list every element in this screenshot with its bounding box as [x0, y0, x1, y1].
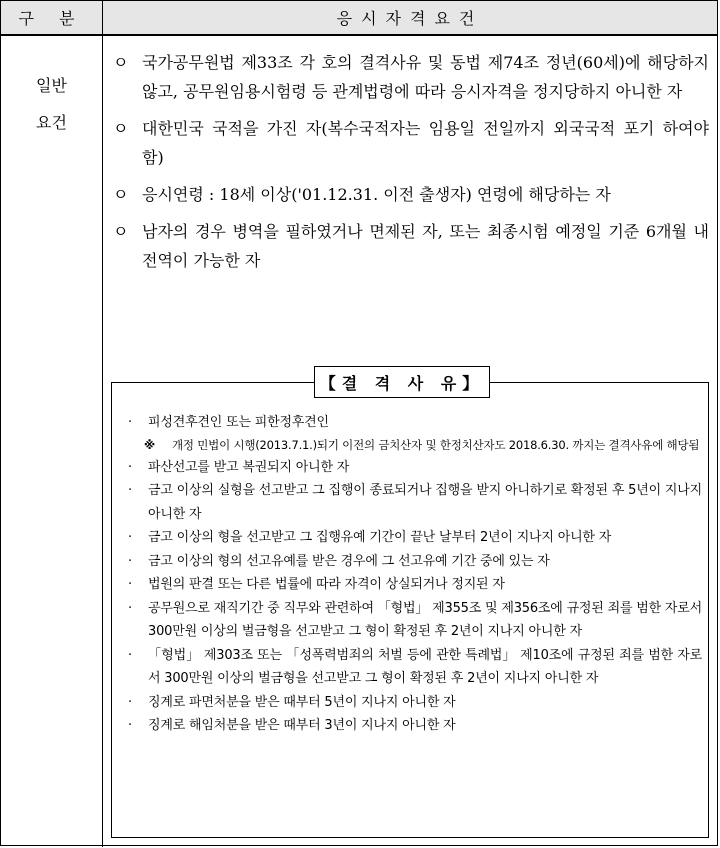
requirement-item [109, 114, 709, 172]
disqualification-item [124, 691, 702, 715]
item-bullet: · [128, 718, 132, 733]
item-text: 금고 이상의 형의 선고유예를 받은 경우에 그 선고유예 기간 중에 있는 자 [148, 553, 550, 569]
table-header [1, 1, 717, 36]
column-divider [102, 36, 103, 847]
item-bullet: · [128, 577, 132, 592]
requirement-text: 국가공무원법 제33조 각 호의 결격사유 및 동법 제74조 정년(60세)에 해당하지 않고, 공무원임용시험령 등 관계법령에 따라 응시자격을 정지당하지 아니한 자 [142, 53, 709, 101]
note-mark: ※ [144, 437, 155, 452]
item-note [144, 435, 702, 456]
item-bullet: · [128, 530, 132, 545]
item-text: 징계로 파면처분을 받은 때부터 5년이 지나지 아니한 자 [148, 694, 456, 710]
item-text: 징계로 해임처분을 받은 때부터 3년이 지나지 아니한 자 [148, 718, 456, 733]
requirement-bullet: ㅇ [113, 185, 129, 204]
item-text: 「형법」 제303조 또는 「성폭력범죄의 처벌 등에 관한 특례법」 제10조에 규정된 죄를 범한 자로서 300만원 이상의 벌금형을 선고받고 그 형이 확정된 후 2년이 지나지 아니한 자 [148, 647, 702, 686]
category-line: 요건 [36, 113, 67, 132]
requirement-item [109, 217, 709, 275]
requirement-bullet: ㅇ [113, 222, 129, 241]
disqualification-item [124, 597, 702, 644]
disqualification-item [124, 550, 702, 574]
category-line: 일반 [36, 76, 67, 95]
item-text: 금고 이상의 형을 선고받고 그 집행유예 기간이 끝난 날부터 2년이 지나지 아니한 자 [148, 530, 612, 545]
item-bullet: · [128, 647, 132, 663]
item-text: 파산선고를 받고 복권되지 아니한 자 [148, 459, 350, 475]
disqualification-item [124, 479, 702, 526]
item-bullet: · [128, 483, 132, 498]
requirement-item [109, 180, 709, 209]
header-requirements: 응시자격요건 [336, 9, 484, 28]
category-label [1, 67, 102, 141]
disqualification-box [111, 373, 709, 838]
item-bullet: · [128, 600, 132, 616]
disqualification-title: 【결 격 사 유】 [314, 366, 490, 398]
requirement-bullet: ㅇ [113, 119, 129, 138]
disqualification-item [124, 411, 702, 456]
requirement-bullet: ㅇ [113, 53, 129, 72]
item-bullet: · [128, 553, 132, 569]
disqualification-item [124, 714, 702, 738]
header-category: 구 분 [1, 1, 103, 34]
disqualification-item [124, 644, 702, 691]
item-text: 공무원으로 재직기간 중 직무와 관련하여 「형법」 제355조 및 제356조에 규정된 죄를 범한 자로서 300만원 이상의 벌금형을 선고받고 그 형이 확정된 후 2년이 지나지 아니한 자 [148, 600, 702, 639]
item-bullet: · [128, 459, 132, 475]
requirement-text: 대한민국 국적을 가진 자(복수국적자는 임용일 전일까지 외국국적 포기 하여야 함) [142, 119, 709, 167]
item-text: 피성견후견인 또는 피한정후견인 [148, 415, 329, 430]
item-bullet: · [128, 694, 132, 710]
disqualification-list [124, 411, 702, 738]
item-bullet: · [128, 415, 132, 430]
requirement-text: 남자의 경우 병역을 필하였거나 면제된 자, 또는 최종시험 예정일 기준 6개월 내 전역이 가능한 자 [142, 222, 709, 270]
note-text: 개정 민법이 시행(2013.7.1.)되기 이전의 금치산자 및 한정치산자도 2018.6.30. 까지는 결격사유에 해당됨 [172, 437, 700, 452]
disqualification-item [124, 526, 702, 550]
general-requirements-list [109, 48, 709, 283]
disqualification-item [124, 573, 702, 597]
requirement-text: 응시연령 : 18세 이상('01.12.31. 이전 출생자) 연령에 해당하는 자 [142, 185, 611, 204]
disqualification-item [124, 456, 702, 480]
item-text: 금고 이상의 실형을 선고받고 그 집행이 종료되거나 집행을 받지 아니하기로 확정된 후 5년이 지나지 아니한 자 [148, 483, 702, 522]
item-text: 법원의 판결 또는 다른 법률에 따라 자격이 상실되거나 정지된 자 [148, 577, 505, 592]
requirement-item [109, 48, 709, 106]
